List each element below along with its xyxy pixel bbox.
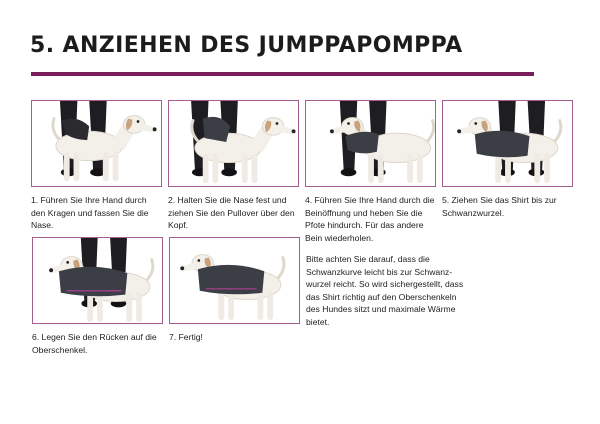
step-5-photo bbox=[442, 100, 573, 187]
page-title: 5. ANZIEHEN DES JUMPPAPOMPPA bbox=[30, 33, 463, 58]
step-2-photo bbox=[168, 100, 299, 187]
step-6-caption: 6. Legen Sie den Rücken auf die Oberschenkel. bbox=[32, 332, 157, 355]
fit-note: Bitte achten Sie darauf, dass die Schwanzkurve leicht bis zur Schwanz-wurzel reicht. So wird sichergestellt, dass das Shirt richtig auf den Oberschenkeln des Hundes sitzt und maximale Wärme bietet. bbox=[306, 254, 464, 327]
step-7-caption: 7. Fertig! bbox=[169, 332, 203, 342]
step-5-caption: 5. Ziehen Sie das Shirt bis zur Schwanzwurzel. bbox=[442, 195, 557, 218]
step-6-photo bbox=[32, 237, 163, 324]
step-2-caption: 2. Halten Sie die Nase fest und ziehen Sie den Pullover über den Kopf. bbox=[168, 195, 295, 231]
dog-photo-5 bbox=[443, 101, 572, 186]
step-7-photo bbox=[169, 237, 300, 324]
dog-photo-1 bbox=[32, 101, 161, 186]
dog-photo-6 bbox=[33, 238, 162, 323]
dog-photo-2 bbox=[169, 101, 298, 186]
step-4-caption: 4. Führen Sie Ihre Hand durch die Beinöffnung und heben Sie die Pfote hindurch. Für das andere Bein wiederholen. bbox=[305, 195, 435, 243]
step-1-caption: 1. Führen Sie Ihre Hand durch den Kragen und fassen Sie die Nase. bbox=[31, 195, 149, 231]
title-underline bbox=[31, 72, 534, 76]
dog-photo-4 bbox=[306, 101, 435, 186]
step-1-photo bbox=[31, 100, 162, 187]
dog-photo-7 bbox=[170, 238, 299, 323]
step-4-photo bbox=[305, 100, 436, 187]
